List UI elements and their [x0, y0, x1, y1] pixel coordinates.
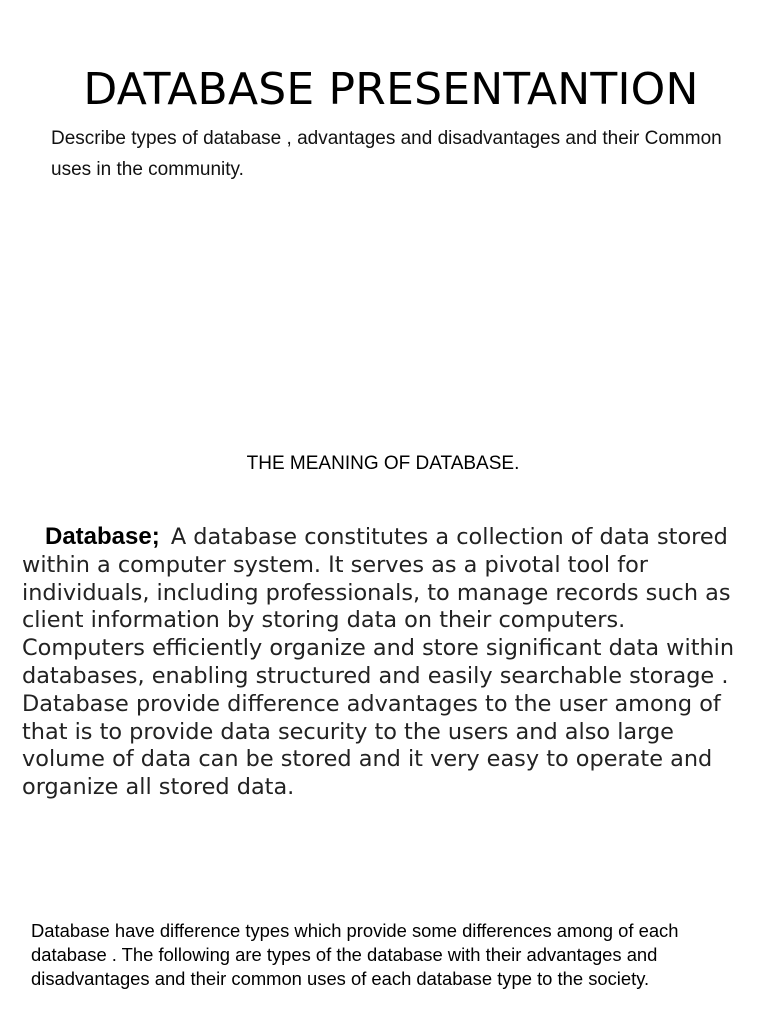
definition-paragraph	[22, 523, 752, 802]
definition-text: A database constitutes a collection of data stored within a computer system. It serves as a pivotal tool for individuals, including professionals, to manage records such as client information by storing data on their computers. Computers efficiently organize and store significant data within databases, enabling structured and easily searchable storage . Database provide difference advantages to the user among of that is to provide data security to the users and also large volume of data can be stored and it very easy to operate and organize all stored data.	[22, 524, 735, 801]
definition-term: Database;	[45, 523, 160, 550]
types-intro-paragraph: Database have difference types which provide some differences among of each database . The following are types of the database with their advantages and disadvantages and their common uses of each database type to the society.	[31, 920, 679, 990]
page-title: DATABASE PRESENTANTION	[83, 64, 699, 115]
section-heading: THE MEANING OF DATABASE.	[246, 453, 520, 474]
page-subtitle: Describe types of database , advantages and disadvantages and their Common uses in the community.	[51, 128, 722, 180]
